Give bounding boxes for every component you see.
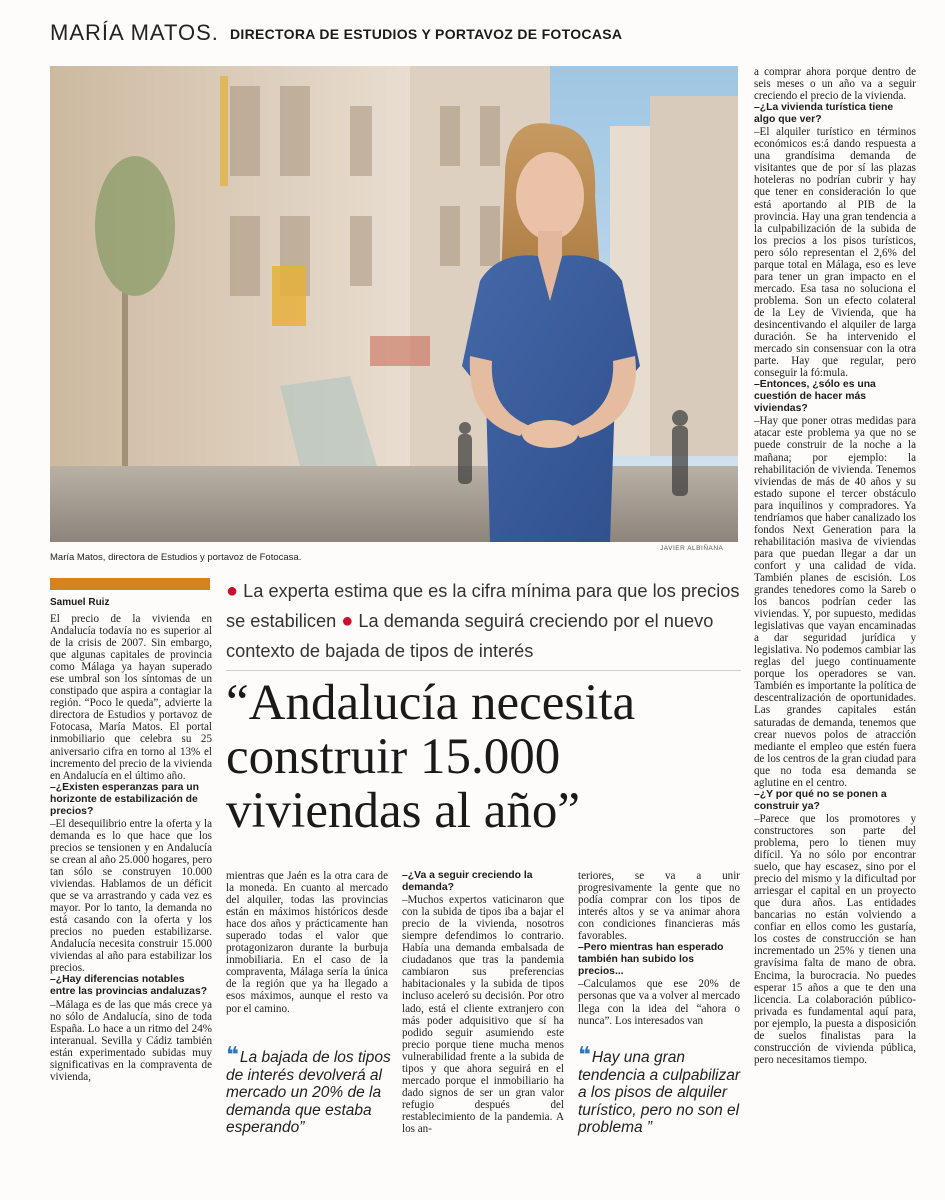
pull-quote-text: La bajada de los tipos de interés devolverá al mercado un 20% de la demanda que estaba esperando”	[226, 1049, 391, 1136]
paragraph: a comprar ahora porque dentro de seis meses o un año va a seguir creciendo el precio de la vivienda.	[754, 66, 916, 103]
answer: –Parece que los promotores y constructores son parte del problema, pero lo tienen muy difícil. Ya no sólo por encontrar suelo, que hay escasez, sino por el precio del mismo y la dificultad por arriesgar el capital en un proyecto que dura años. Las entidades bancarias no están volviendo a confiar en ellos como les gustaría, los costes de construcción se han incrementado un 25% y tienen una gravísima falta de mano de obra. Encima, la burocracia. No puedes esperar 15 años a que te den una licencia. La colaboración público-privada es fundamental aquí para, por ejemplo, la puesta a disposición de suelos finalistas para la construcción de vivienda pública, pero necesitamos tiempo.	[754, 812, 916, 1066]
headline: “Andalucía necesita construir 15.000 viviendas al año”	[226, 675, 636, 839]
question: –Entonces, ¿sólo es una cuestión de hacer más viviendas?	[754, 379, 876, 415]
answer: –Hay que poner otras medidas para atacar este problema ya que no se puede construir de la noche a la mañana; por ejemplo: la rehabilitación de vivienda. Tenemos viviendas de más de 40 años y su estado supone el tercer obstáculo para inquilinos y compradores. Ya tendríamos que haber canalizado los fondos Next Generation para la rehabilitación masiva de viviendas para que puedan llegar a dar un confort y una calidad de vida. También planes de escisión. Los grandes tenedores como la Sareb o los bancos podrían ceder las viviendas. Y, por supuesto, medidas legislativas que vayan encaminadas a dar seguridad jurídica y legislativa. No podemos cambiar las reglas del juego continuamente porque los operadores se van. También es importante la política de descentralización de oportunidades. Las grandes capitales están saturadas de demanda, tenemos que crear nuevos polos de atracción mediante el empleo que estén fuera de los centros de la gran ciudad para que no toda esa demanda se aglutine en el centro.	[754, 415, 916, 789]
question: –Pero mientras han esperado también han subido los precios...	[578, 942, 724, 978]
pull-quote-1	[226, 1042, 396, 1137]
photo-credit: JAVIER ALBIÑANA	[660, 545, 724, 552]
pull-quote-2	[578, 1042, 748, 1137]
subject-role: DIRECTORA DE ESTUDIOS Y PORTAVOZ DE FOTOCASA	[230, 26, 623, 42]
summary-part-1: La experta estima que es la cifra mínima para que los precios se estabilicen	[226, 581, 740, 631]
summary-deck	[226, 576, 741, 666]
answer: –El desequilibrio entre la oferta y la demanda es lo que hace que los precios se tensionen y en Andalucía se crean al año 25.000 hogares, pero tan sólo se construyen 10.000 viviendas. Hablamos de un déficit que se va arrastrando y cada vez es mayor. Por lo tanto, la demanda no está casando con la oferta y los precios no pueden estabilizarse. Andalucía necesita construir 15.000 viviendas al año para estabilizar los precios.	[50, 817, 212, 975]
answer: –Calculamos que ese 20% de personas que va a volver al mercado llega con la idea del “ahora o nunca”. Los interesados van	[578, 978, 740, 1027]
article-column-3	[402, 870, 564, 1135]
paragraph: teriores, se va a unir progresivamente la gente que no podía comprar con los tipos de interés altos y se va animar ahora con condiciones financieras más favorables.	[578, 870, 740, 943]
pull-quote-text: Hay una gran tendencia a culpabilizar a los pisos de alquiler turístico, pero no son el problema ”	[578, 1049, 740, 1136]
article-column-2	[226, 870, 388, 1015]
photo-caption: María Matos, directora de Estudios y portavoz de Fotocasa.	[50, 552, 302, 563]
summary-part-2: La demanda seguirá creciendo por el nuevo contexto de bajada de tipos de interés	[226, 611, 714, 661]
author-name: Samuel Ruiz	[50, 597, 110, 608]
divider	[226, 670, 741, 671]
question: –¿La vivienda turística tiene algo que ver?	[754, 102, 894, 126]
article-column-1	[50, 613, 212, 1083]
question: –¿Existen esperanzas para un horizonte de estabilización de precios?	[50, 781, 199, 817]
quote-mark-icon: ❝	[226, 1042, 236, 1067]
answer: –Málaga es de las que más crece ya no sólo de Andalucía, sino de toda España. Lo hace a un ritmo del 24% interanual. Sevilla y Cádiz también están experimentado subidas muy significativas en la compraventa de vivienda,	[50, 998, 212, 1083]
main-photo	[50, 66, 738, 542]
bullet-icon: ●	[226, 580, 239, 602]
article-column-4	[578, 870, 740, 1027]
answer: –El alquiler turístico en términos económicos es:á dando respuesta a una grandísima demanda de visitantes que de por sí las plazas hoteleras no podrían cubrir y hay que tener en consideración lo que está aportando al PIB de la provincia. Hay una gran tendencia a la culpabilización de la subida de los precios a los pisos turísticos, pero sólo representan el 2,6% del parque total en Málaga, eso es leve para tener un gran impacto en el mercado. Esa tasa no soluciona el problema. Son un efecto colateral de la Ley de Vivienda, que ha desincentivando el alquiler de larga duración. Se ha intervenido el mercado sin consensuar con la otra parte. Hay que regular, pero conseguir la fó:mula.	[754, 126, 916, 380]
question: –¿Y por qué no se ponen a construir ya?	[754, 788, 887, 812]
question: –¿Va a seguir creciendo la demanda?	[402, 870, 533, 894]
subject-name: MARÍA MATOS.	[50, 20, 219, 45]
answer: –Muchos expertos vaticinaron que con la subida de tipos iba a bajar el precio de la vivienda, nosotros siempre defendimos lo contrario. Había una demanda embalsada de ciudadanos que tras la pandemia cambiaron sus preferencias habitacionales y la subida de tipos incluso aceleró su decisión. Por otro lado, está el cliente extranjero con más poder adquisitivo que sí ha podido seguir asumiendo este precio porque tiene mucha menos vulnerabilidad frente a la subida de tipos y que ahora seguirá en el mercado porque el inmobiliario ha dado signos de ser un gran valor refugio después del restablecimiento de la pandemia. A los an-	[402, 894, 564, 1135]
question: –¿Hay diferencias notables entre las provincias andaluzas?	[50, 974, 208, 998]
quote-mark-icon: ❝	[578, 1042, 588, 1067]
bullet-icon: ●	[341, 610, 354, 632]
paragraph: mientras que Jaén es la otra cara de la moneda. En cuanto al mercado del alquiler, todas las provincias están en máximos históricos desde hace dos años y prácticamente han superado todas el valor que protagonizaron durante la burbuja inmobiliaria. En el caso de la compraventa, Málaga sería la única de la región que ya ha llegado a esos máximos, aunque el resto va por el camino.	[226, 870, 388, 1015]
byline-accent-bar	[50, 578, 210, 590]
paragraph: El precio de la vivienda en Andalucía todavía no es superior al de la crisis de 2007. Sin embargo, que algunas capitales de provincia como Málaga ya hayan superado ese umbral son los síntomas de un constipado que aspira a contagiar la región. “Poco le queda”, advierte la directora de Estudios y portavoz de Fotocasa, María Matos. El portal inmobiliario que celebra su 25 aniversario cifra en torno al 13% el incremento del precio de la vivienda en Andalucía en el último año.	[50, 613, 212, 782]
article-column-5	[754, 66, 916, 1066]
